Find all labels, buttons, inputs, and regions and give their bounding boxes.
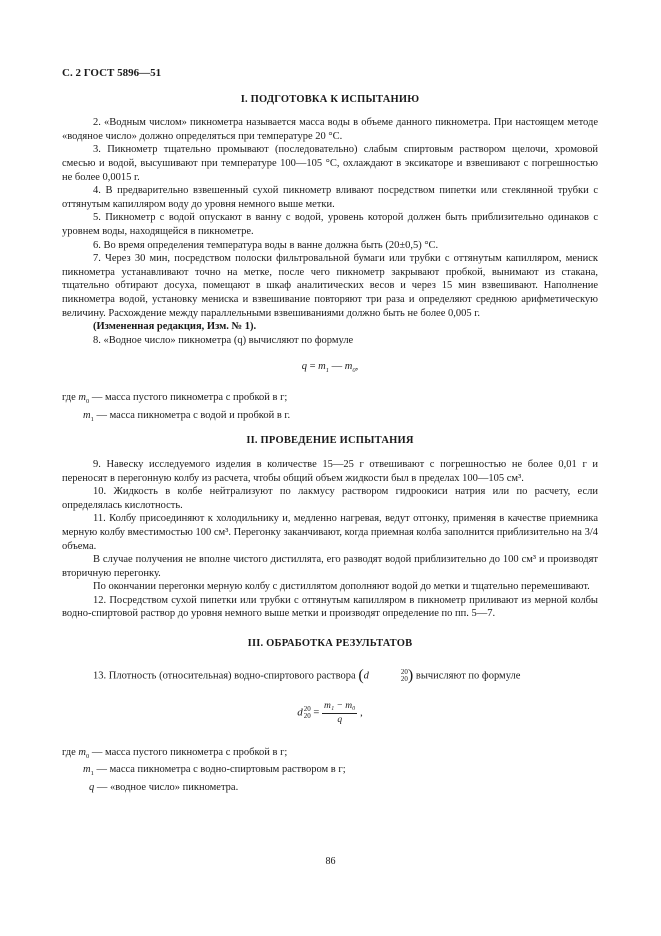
paragraph-13 — [62, 666, 598, 684]
formula-density — [62, 701, 598, 726]
section-title-testing: II. ПРОВЕДЕНИЕ ИСПЫТАНИЯ — [246, 435, 414, 447]
formula-eq: = — [309, 361, 316, 373]
density-sub: 20 — [400, 674, 408, 683]
paragraph-12: 12. Посредством сухой пипетки или трубки с оттянутым капилляром в пикнометр приливают из мерной колбы водно-спиртовой раствор до уровня немного выше метки и производят определение по пп. 5—7. — [62, 594, 598, 620]
where-label: где — [62, 391, 76, 403]
formula-fraction — [322, 701, 358, 726]
definitions-1 — [62, 391, 598, 426]
fraction-denominator: q — [337, 714, 343, 725]
page-number: 86 — [325, 856, 336, 867]
formula-d: d — [297, 706, 303, 719]
amendment-note: (Измененная редакция, Изм. № 1). — [93, 321, 257, 333]
definition-q — [62, 781, 598, 795]
paren-close: ) — [407, 666, 414, 684]
density-symbol: d — [363, 670, 369, 682]
formula-d-sup: 20 — [303, 705, 311, 714]
formula-tail: , — [355, 361, 359, 373]
section-title-preparation: I. ПОДГОТОВКА К ИСПЫТАНИЮ — [240, 93, 420, 105]
paragraph-2: 2. «Водным числом» пикнометра называется масса воды в объеме данного пикнометра. При настоящем методе «водяное число» должно определяться при температуре 20 °С. — [62, 117, 598, 142]
paragraph-11c: По окончании перегонки мерную колбу с дистиллятом дополняют водой до метки и тщательно перемешивают. — [93, 581, 590, 593]
fraction-numerator: m₁ − m₀ — [322, 701, 358, 714]
definitions-2 — [62, 746, 598, 795]
density-sup: 20 — [400, 667, 408, 676]
q-symbol: q — [89, 782, 95, 794]
formula-water-number — [62, 360, 598, 378]
formula-tail: , — [360, 707, 363, 719]
formula-lhs: q — [301, 361, 307, 373]
definition-text: — масса пикнометра с водно-спиртовым раствором в г; — [96, 764, 346, 776]
section-title-results: III. ОБРАБОТКА РЕЗУЛЬТАТОВ — [247, 638, 413, 650]
definition-text: — масса пустого пикнометра с пробкой в г; — [91, 391, 288, 403]
paragraph-8: 8. «Водное число» пикнометра (q) вычисляют по формуле — [93, 334, 354, 346]
formula-minus: — — [331, 361, 343, 373]
page-content — [62, 56, 598, 795]
formula-d-indices — [304, 706, 311, 720]
where-label: где — [62, 746, 76, 758]
definition-text: — масса пустого пикнометра с пробкой в г; — [91, 746, 288, 758]
paragraph-13-tail: вычисляют по формуле — [415, 670, 521, 682]
formula-m0-sub: 0 — [352, 367, 356, 375]
density-indices — [370, 669, 408, 683]
formula-m1: m — [318, 361, 326, 373]
running-header: С. 2 ГОСТ 5896—51 — [62, 67, 162, 79]
paragraph-11b: В случае получения не вполне чистого дистиллята, его разводят водой приблизительно до 100 см³ и производят вторичную перегонку. — [62, 554, 598, 579]
paragraph-11: 11. Колбу присоединяют к холодильнику и, медленно нагревая, ведут отгонку, применяя в качестве приемника мерную колбу вместимостью 100 см³. Перегонку заканчивают, когда приемная колба заполнится приблизительно на 3/4 объема. — [62, 513, 598, 552]
formula-d-sub: 20 — [303, 712, 311, 721]
paragraph-3: 3. Пикнометр тщательно промывают (последовательно) слабым спиртовым раствором щелочи, хромовой смесью и водой, высушивают при температуре 100—105 °С, охлаждают в эксикаторе и взвешивают с погрешностью не более 0,0015 г. — [62, 144, 598, 183]
definition-text: — масса пикнометра с водой и пробкой в г. — [96, 409, 291, 421]
definition-m1: $m_1$ — масса пикнометра с водой и пробкой в г. — [83, 409, 291, 423]
paragraph-9: 9. Навеску исследуемого изделия в количестве 15—25 г отвешивают с погрешностью не более 0,01 г и переносят в перегонную колбу из расчета, чтобы общий объем жидкости был в пределах 100—105 см³. — [62, 458, 598, 484]
formula-m1-sub: 1 — [325, 367, 330, 375]
paragraph-4: 4. В предварительно взвешенный сухой пикнометр вливают посредством пипетки или стеклянной трубки с оттянутым капилляром воду до уровня немного выше метки. — [62, 185, 598, 210]
paragraph-13-text: 13. Плотность (относительная) водно-спиртового раствора — [93, 670, 356, 682]
definition-m0: где $m_0$ — масса пустого пикнометра с пробкой в г; — [62, 746, 288, 760]
paren-open: ( — [358, 666, 364, 684]
paragraph-6: 6. Во время определения температура воды в ванне должна быть (20±0,5) °С. — [93, 239, 439, 251]
definition-text: — «водное число» пикнометра. — [96, 782, 239, 794]
paragraph-5: 5. Пикнометр с водой опускают в ванну с водой, уровень которой должен быть приблизительно одинаков с уровнем воды, находящейся в пикнометре. — [62, 212, 598, 237]
definition-m0: где $m_0$ — масса пустого пикнометра с пробкой в г; — [62, 391, 288, 406]
formula-m0: m — [344, 361, 353, 373]
formula-eq: = — [313, 707, 320, 719]
definition-m1: $m_1$ — масса пикнометра с водно-спиртовым раствором в г; — [83, 764, 346, 778]
paragraph-7: 7. Через 30 мин, посредством полоски фильтровальной бумаги или трубки с оттянутым капилляром, мениск пикнометра устанавливают точно на метке, после чего пикнометр закрывают пробкой, вынимают из стакана, тщательно обтирают досуха, помещают в шкаф аналитических весов и через 15 мин взвешивают. Наполнение пикнометра водой, установку мениска и взвешивание повторяют три раза и определяют среднюю арифметическую величину. Расхождение между параллельными взвешиваниями должно быть не более 0,005 г. — [62, 253, 598, 319]
paragraph-10: 10. Жидкость в колбе нейтрализуют по лакмусу раствором гидроокиси натрия или по расчету, если определялась кислотность. — [62, 486, 598, 511]
